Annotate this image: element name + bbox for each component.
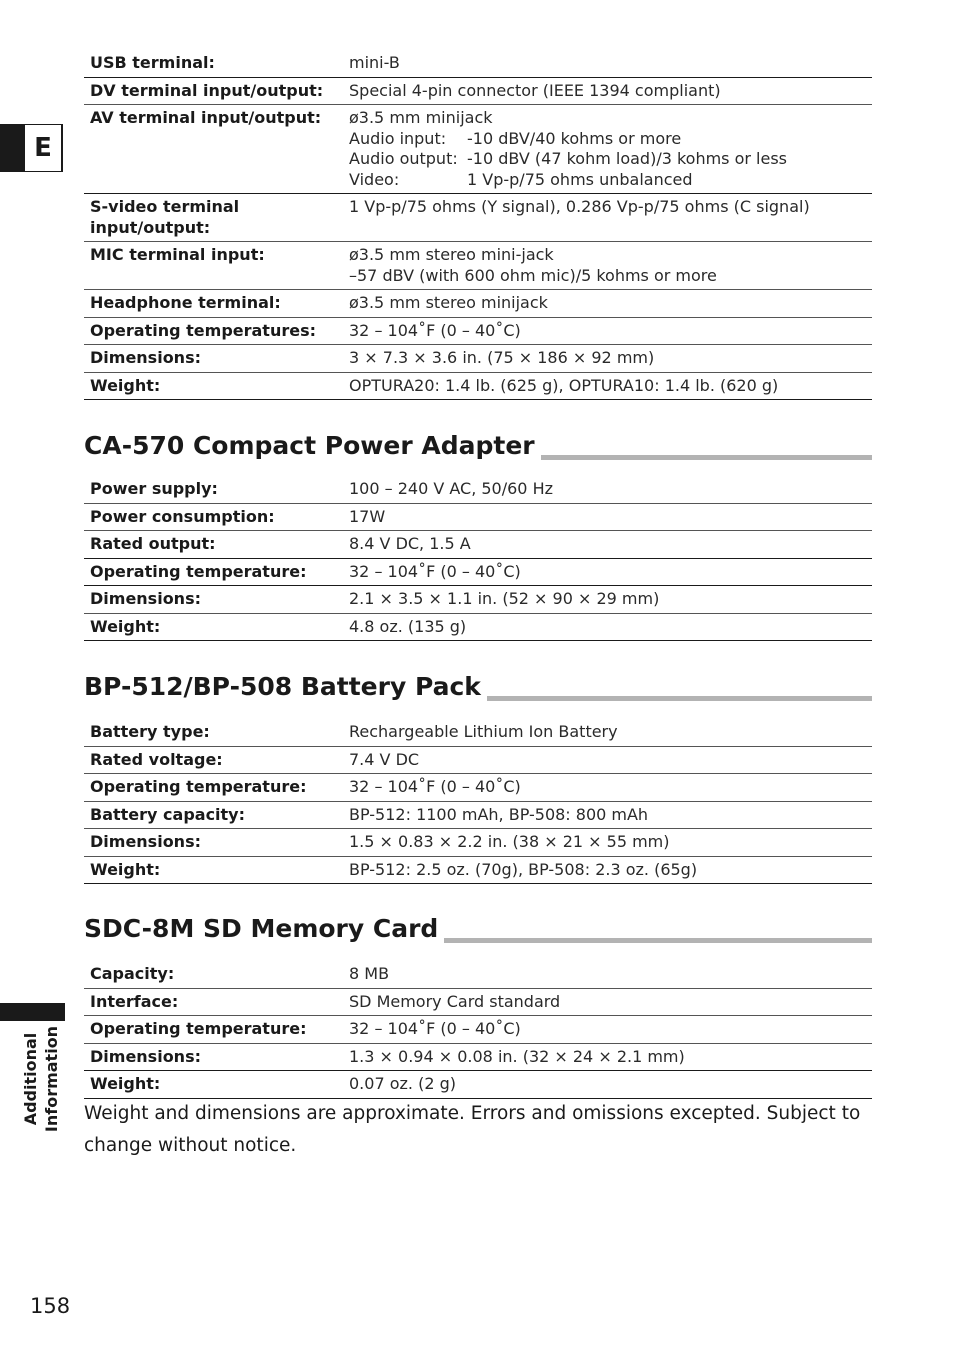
spec-value: 100 – 240 V AC, 50/60 Hz [343,476,872,503]
spec-sublabel: Video: [349,169,400,189]
spec-row [84,290,872,318]
spec-value: BP-512: 2.5 oz. (70g), BP-508: 2.3 oz. (65g) [343,856,872,884]
spec-label: Power supply: [84,476,343,503]
spec-value: 2.1 × 3.5 × 1.1 in. (52 × 90 × 29 mm) [343,586,872,614]
spec-label: Operating temperature: [84,558,343,586]
spec-value: Special 4-pin connector (IEEE 1394 compliant) [343,77,872,105]
spec-label: Dimensions: [84,829,343,857]
spec-row [84,1043,872,1071]
spec-value: 1.5 × 0.83 × 2.2 in. (38 × 21 × 55 mm) [343,829,872,857]
spec-row [84,586,872,614]
spec-label: S-video terminal input/output: [84,194,343,242]
spec-subtext: -10 dBV (47 kohm load)/3 kohms or less [467,149,788,168]
spec-value: 8.4 V DC, 1.5 A [343,531,872,559]
spec-row [84,531,872,559]
disclaimer-note: Weight and dimensions are approximate. Errors and omissions excepted. Subject to change without notice. [84,1103,861,1156]
spec-row [84,372,872,400]
spec-label: MIC terminal input: [84,242,343,290]
page-number: 158 [30,1294,71,1318]
spec-value: 32 – 104˚F (0 – 40˚C) [343,774,872,802]
spec-row [84,77,872,105]
section-heading [84,665,872,701]
spec-row [84,719,872,746]
spec-label: Operating temperature: [84,1016,343,1044]
spec-value: 7.4 V DC [343,746,872,774]
spec-value-line: ø3.5 mm minijack [349,108,493,127]
spec-row [84,345,872,373]
spec-value: BP-512: 1100 mAh, BP-508: 800 mAh [343,801,872,829]
section-tab-bar [0,1003,65,1021]
spec-value: 8 MB [343,961,872,988]
side-label-line-1: Additional [21,1032,40,1126]
spec-row [84,829,872,857]
spec-value: 0.07 oz. (2 g) [343,1071,872,1099]
spec-row [84,988,872,1016]
adapter-spec-table [84,476,872,641]
spec-row [84,50,872,77]
spec-label: Battery capacity: [84,801,343,829]
spec-row [84,317,872,345]
spec-label: AV terminal input/output: [84,105,343,194]
section-title: CA-570 Compact Power Adapter [84,431,541,461]
spec-label: Power consumption: [84,503,343,531]
spec-row [84,242,872,290]
spec-label: Dimensions: [84,1043,343,1071]
spec-value: 32 – 104˚F (0 – 40˚C) [343,317,872,345]
spec-row [84,1016,872,1044]
spec-subtext: 1 Vp-p/75 ohms unbalanced [467,169,693,189]
language-tab-letter: E [25,124,62,172]
spec-row [84,105,872,194]
spec-sublabel: Audio input: [349,128,447,148]
spec-value: ø3.5 mm stereo minijack [343,290,872,318]
spec-row [84,774,872,802]
spec-value: 1.3 × 0.94 × 0.08 in. (32 × 24 × 2.1 mm) [343,1043,872,1071]
side-label-line-2: Information [42,1025,61,1133]
spec-label: Weight: [84,856,343,884]
spec-row [84,613,872,641]
spec-value-line: ø3.5 mm stereo mini-jack [349,245,554,264]
language-tab [0,124,63,172]
spec-label: Rated voltage: [84,746,343,774]
memory-card-spec-table [84,961,872,1099]
spec-label: DV terminal input/output: [84,77,343,105]
spec-value: mini-B [343,50,872,77]
spec-subvalue [349,129,866,191]
spec-row [84,476,872,503]
section-title: BP-512/BP-508 Battery Pack [84,672,487,702]
spec-value: 1 Vp-p/75 ohms (Y signal), 0.286 Vp-p/75 ohms (C signal) [343,194,872,242]
spec-row [84,194,872,242]
spec-label: Headphone terminal: [84,290,343,318]
section-side-label [20,1025,70,1140]
section-heading [84,907,872,943]
spec-label: Weight: [84,613,343,641]
spec-value: 4.8 oz. (135 g) [343,613,872,641]
spec-value: Rechargeable Lithium Ion Battery [343,719,872,746]
spec-value: OPTURA20: 1.4 lb. (625 g), OPTURA10: 1.4 lb. (620 g) [343,372,872,400]
spec-value [343,105,872,194]
spec-value [343,242,872,290]
spec-sublabel: Audio output: [349,149,458,168]
battery-spec-table [84,719,872,884]
spec-row [84,558,872,586]
spec-label: Dimensions: [84,345,343,373]
spec-label: Weight: [84,372,343,400]
spec-row [84,1071,872,1099]
spec-value: SD Memory Card standard [343,988,872,1016]
section-heading [84,424,872,460]
spec-value: 32 – 104˚F (0 – 40˚C) [343,558,872,586]
spec-value-line: –57 dBV (with 600 ohm mic)/5 kohms or more [349,265,717,285]
spec-label: Operating temperatures: [84,317,343,345]
spec-label: Rated output: [84,531,343,559]
spec-label: Weight: [84,1071,343,1099]
spec-row [84,801,872,829]
spec-value: 3 × 7.3 × 3.6 in. (75 × 186 × 92 mm) [343,345,872,373]
spec-row [84,503,872,531]
section-title: SDC-8M SD Memory Card [84,914,444,944]
spec-label: Operating temperature: [84,774,343,802]
spec-row [84,961,872,988]
spec-value: 17W [343,503,872,531]
spec-label: Interface: [84,988,343,1016]
spec-subtext: -10 dBV/40 kohms or more [467,128,682,148]
spec-row [84,746,872,774]
spec-label: Capacity: [84,961,343,988]
spec-row [84,856,872,884]
spec-label: Dimensions: [84,586,343,614]
spec-value: 32 – 104˚F (0 – 40˚C) [343,1016,872,1044]
spec-label: USB terminal: [84,50,343,77]
camcorder-spec-table [84,50,872,400]
spec-label: Battery type: [84,719,343,746]
